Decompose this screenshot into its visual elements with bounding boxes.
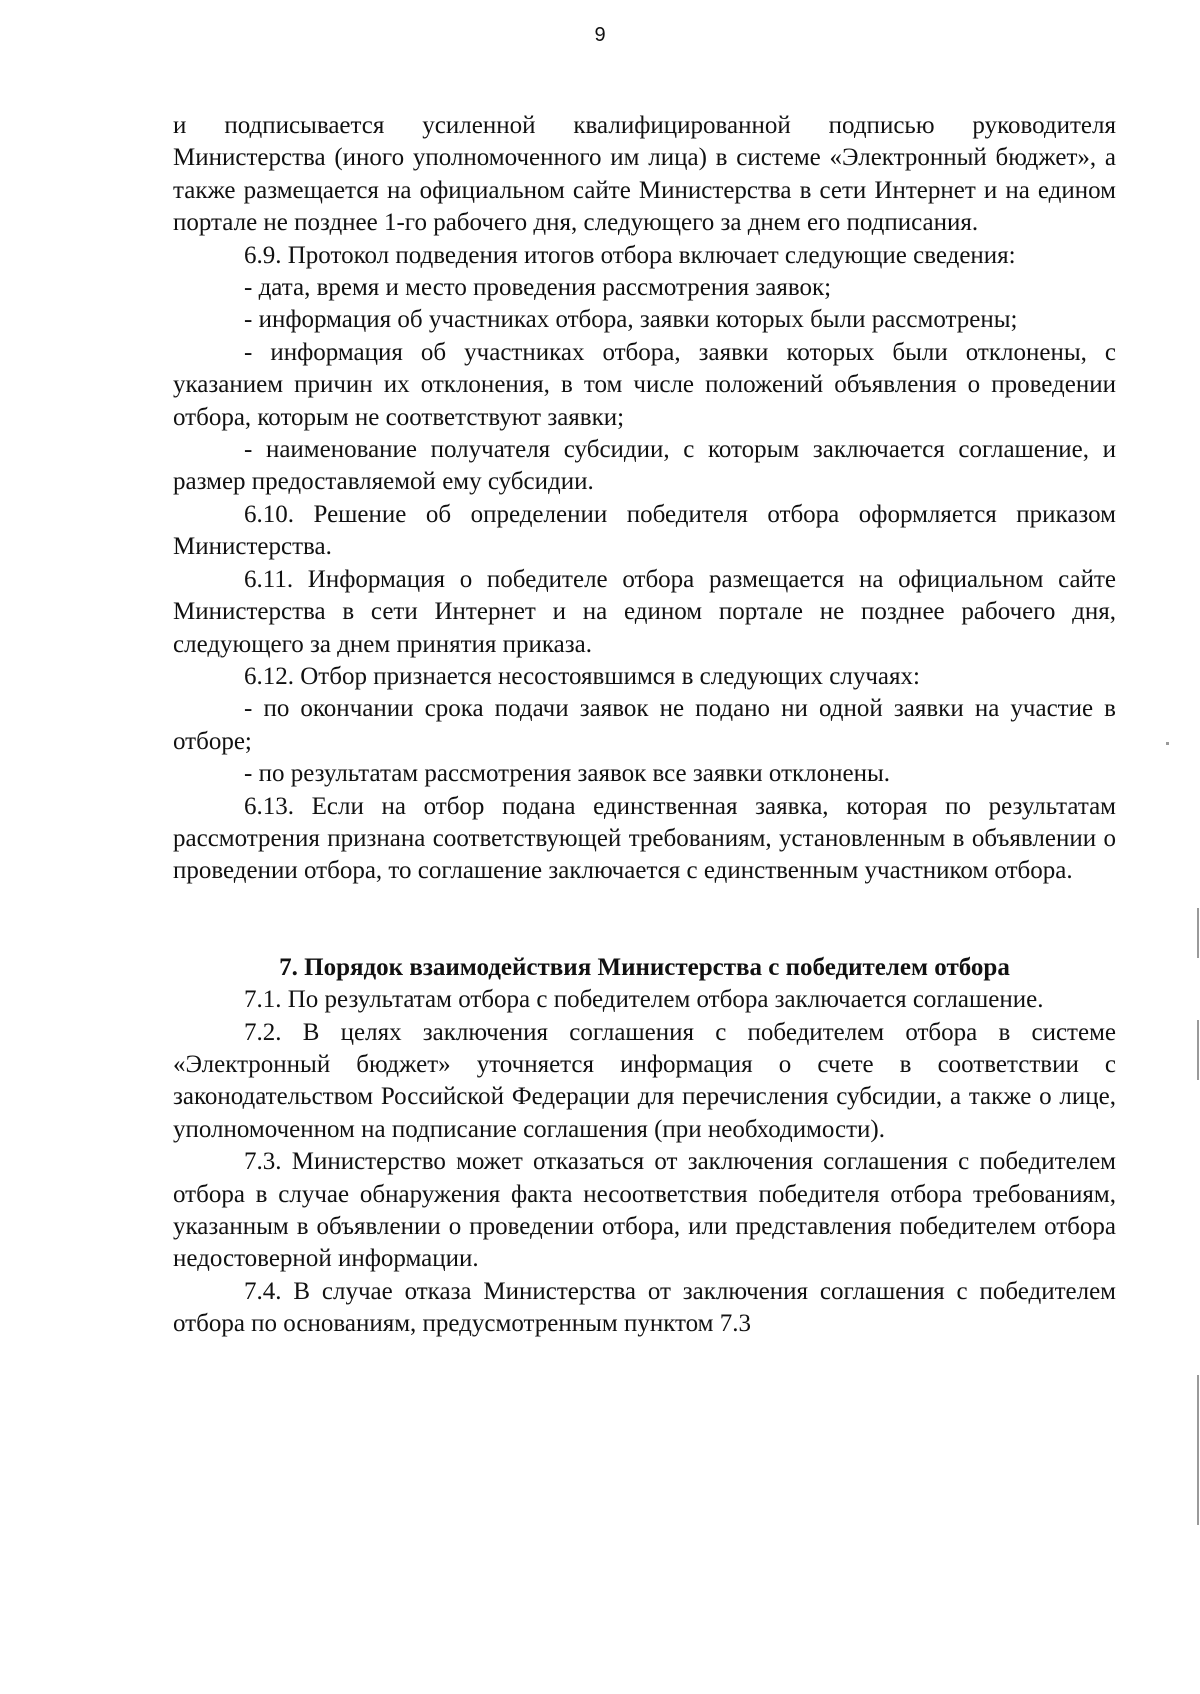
list-item-reviewed: - информация об участниках отбора, заявки которых были рассмотрены; <box>244 306 1018 334</box>
list-item-date: - дата, время и место проведения рассмотрения заявок; <box>244 274 832 302</box>
list-item-no-applications: - по окончании срока подачи заявок не подано ни одной заявки на участие в отборе; <box>173 695 1116 755</box>
paragraph-6-13: 6.13. Если на отбор подана единственная заявка, которая по результатам рассмотрения признана соответствующей требованиям, установленным в объявлении о проведении отбора, то соглашение заключается с единственным участником отбора. <box>173 792 1116 885</box>
paragraph-6-12: 6.12. Отбор признается несостоявшимся в следующих случаях: <box>244 662 920 690</box>
list-item-recipient: - наименование получателя субсидии, с которым заключается соглашение, и размер предоставляемой ему субсидии. <box>173 436 1116 496</box>
scan-artifact-line <box>1197 908 1199 958</box>
paragraph-7-1: 7.1. По результатам отбора с победителем отбора заключается соглашение. <box>244 986 1044 1014</box>
paragraph-7-3: 7.3. Министерство может отказаться от заключения соглашения с победителем отбора в случае обнаружения факта несоответствия победителя отбора требованиям, указанным в объявлении о проведении отбора, или представления победителем отбора недостоверной информации. <box>173 1148 1116 1273</box>
paragraph-7-2: 7.2. В целях заключения соглашения с победителем отбора в системе «Электронный бюджет» уточняется информация о счете в соответствии с законодательством Российской Федерации для перечисления субсидии, а также о лице, уполномоченном на подписание соглашения (при необходимости). <box>173 1018 1116 1143</box>
list-item-all-rejected: - по результатам рассмотрения заявок все заявки отклонены. <box>244 760 891 788</box>
section-7-heading: 7. Порядок взаимодействия Министерства с победителем отбора <box>279 953 1010 981</box>
document-body <box>173 110 1116 1341</box>
scan-artifact-dot <box>1166 742 1169 745</box>
scan-artifact-line <box>1197 1375 1199 1525</box>
paragraph-6-9: 6.9. Протокол подведения итогов отбора включает следующие сведения: <box>244 241 1016 269</box>
paragraph-6-11: 6.11. Информация о победителе отбора размещается на официальном сайте Министерства в сети Интернет и на едином портале не позднее рабочего дня, следующего за днем принятия приказа. <box>173 565 1116 658</box>
section-spacer <box>173 888 1116 952</box>
page-number: 9 <box>594 24 606 46</box>
paragraph-continuation: и подписывается усиленной квалифицированной подписью руководителя Министерства (иного уполномоченного им лица) в системе «Электронный бюджет», а также размещается на официальном сайте Министерства в сети Интернет и на едином портале не позднее 1-го рабочего дня, следующего за днем его подписания. <box>173 112 1116 237</box>
list-item-rejected: - информация об участниках отбора, заявки которых были отклонены, с указанием причин их отклонения, в том числе положений объявления о проведении отбора, которым не соответствуют заявки; <box>173 338 1116 431</box>
paragraph-7-4: 7.4. В случае отказа Министерства от заключения соглашения с победителем отбора по основаниям, предусмотренным пунктом 7.3 <box>173 1277 1116 1338</box>
scan-artifact-line <box>1197 1020 1199 1080</box>
paragraph-6-10: 6.10. Решение об определении победителя отбора оформляется приказом Министерства. <box>173 500 1116 561</box>
